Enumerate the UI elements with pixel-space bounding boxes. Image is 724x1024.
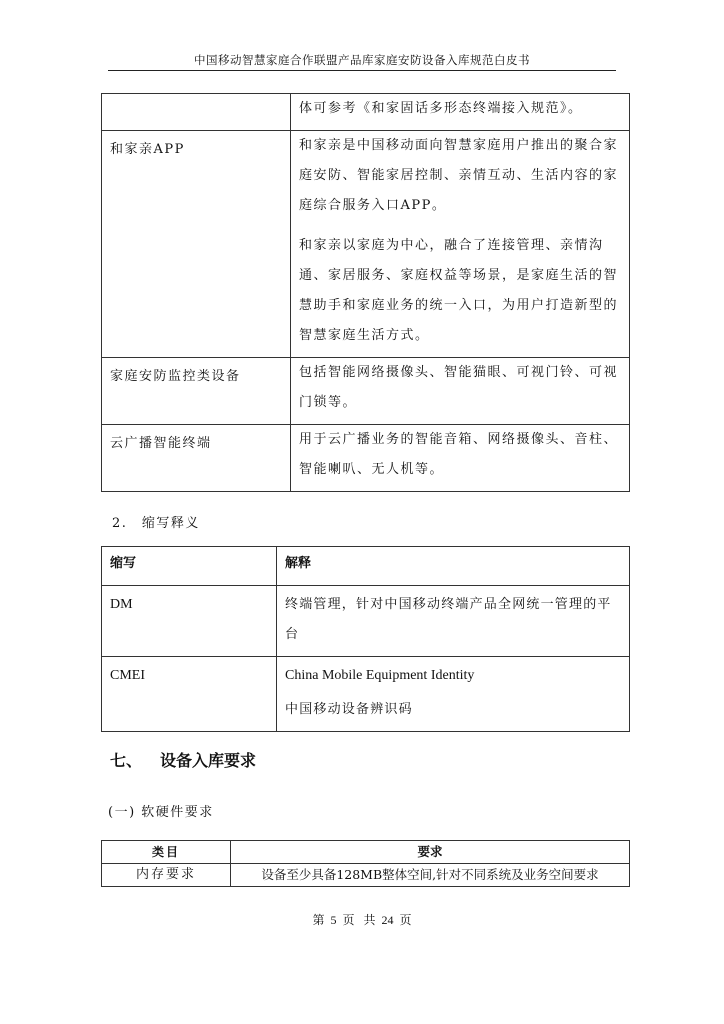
terms-table (101, 93, 630, 492)
explanation-cell (277, 657, 630, 732)
total-pages: 24 (381, 913, 394, 927)
table-row (102, 657, 630, 732)
requirement-cell: 设备至少具备128MB整体空间,针对不同系统及业务空间要求 (231, 864, 630, 887)
page-unit: 页 (342, 913, 355, 927)
explanation-line: 中国移动设备辨识码 (285, 702, 413, 717)
column-header-abbreviation: 缩写 (102, 547, 277, 586)
subsection-heading: (一) 软硬件要求 (108, 805, 214, 820)
explanation-line: China Mobile Equipment Identity (285, 668, 475, 683)
term-cell (102, 94, 291, 131)
table-row (102, 358, 630, 425)
total-label: 共 (363, 913, 376, 927)
column-header-requirement: 要求 (231, 841, 630, 864)
column-header-explanation: 解释 (277, 547, 630, 586)
total-unit: 页 (399, 913, 412, 927)
table-header-row (102, 547, 630, 586)
table-header-row (102, 841, 630, 864)
table-row (102, 94, 630, 131)
definition-paragraph: 包括智能网络摄像头、智能猫眼、可视门铃、可视门锁等。 (299, 365, 619, 410)
category-cell: 内存要求 (102, 864, 231, 887)
abbreviation-table (101, 546, 630, 732)
column-header-category: 类目 (102, 841, 231, 864)
definition-paragraph: 体可参考《和家固话多形态终端接入规范》。 (299, 101, 583, 116)
definition-cell (291, 131, 630, 358)
explanation-cell (277, 586, 630, 657)
page-footer (0, 911, 724, 928)
section-title: 设备入库要求 (160, 751, 257, 770)
term-cell: 云广播智能终端 (102, 425, 291, 492)
table-row (102, 425, 630, 492)
table-row (102, 864, 630, 887)
section-heading (110, 748, 256, 771)
term-cell: 家庭安防监控类设备 (102, 358, 291, 425)
definition-cell (291, 425, 630, 492)
explanation-line: 终端管理，针对中国移动终端产品全网统一管理的平台 (285, 597, 612, 642)
table-row (102, 131, 630, 358)
definition-paragraph: 和家亲是中国移动面向智慧家庭用户推出的聚合家庭安防、智能家居控制、亲情互动、生活内容的家庭综合服务入口APP。 (299, 138, 619, 213)
term-cell: 和家亲APP (102, 131, 291, 358)
abbreviation-cell: CMEI (102, 657, 277, 732)
definition-cell (291, 94, 630, 131)
page-number: 5 (330, 913, 337, 927)
definition-paragraph: 和家亲以家庭为中心，融合了连接管理、亲情沟通、家居服务、家庭权益等场景，是家庭生活的智慧助手和家庭业务的统一入口，为用户打造新型的智慧家庭生活方式。 (299, 238, 619, 343)
page-header-title: 中国移动智慧家庭合作联盟产品库家庭安防设备入库规范白皮书 (194, 53, 530, 67)
page-label: 第 (312, 913, 325, 927)
header-divider (108, 70, 616, 71)
abbreviation-section-heading: 2. 缩写释义 (112, 516, 200, 531)
section-number: 七、 (110, 751, 143, 770)
definition-cell (291, 358, 630, 425)
definition-paragraph: 用于云广播业务的智能音箱、网络摄像头、音柱、智能喇叭、无人机等。 (299, 432, 619, 477)
abbreviation-cell: DM (102, 586, 277, 657)
requirements-table (101, 840, 630, 887)
table-row (102, 586, 630, 657)
